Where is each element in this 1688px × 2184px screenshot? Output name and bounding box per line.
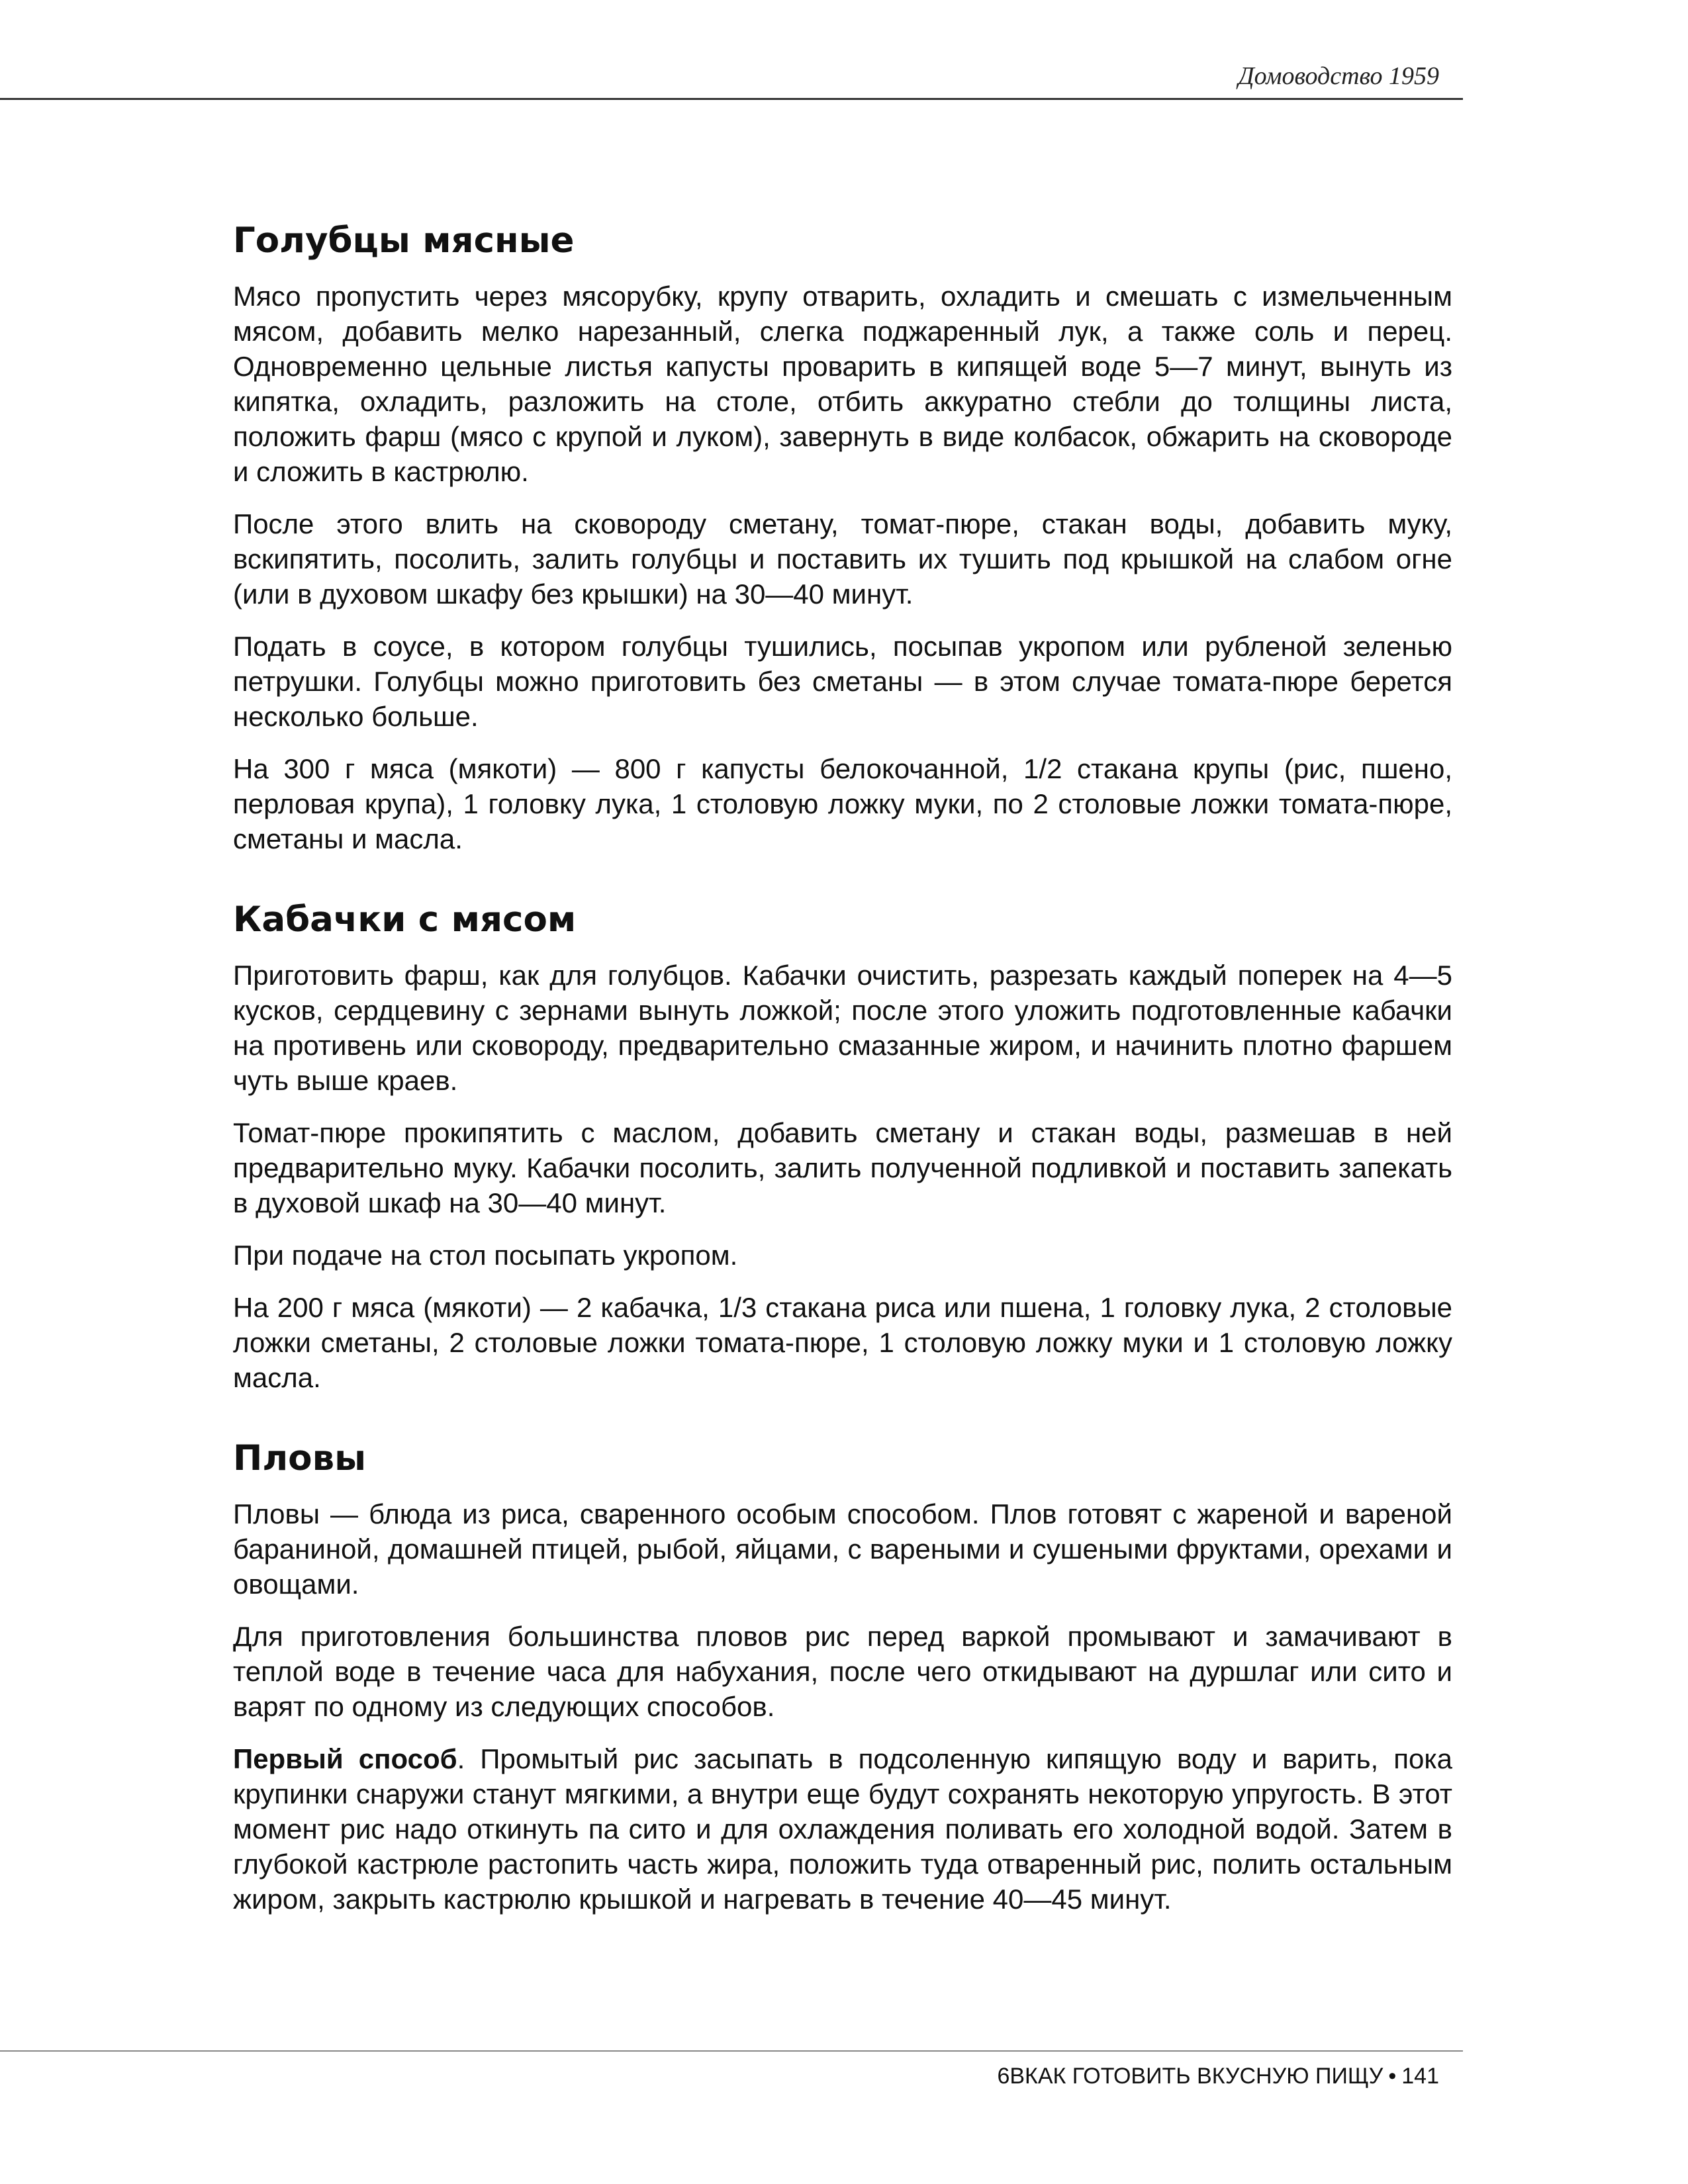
section-kabachki bbox=[233, 897, 1452, 1395]
method-paragraph bbox=[233, 1741, 1452, 1917]
section-golubtsy bbox=[233, 218, 1452, 856]
paragraph: На 300 г мяса (мякоти) — 800 г капусты белокочанной, 1/2 стакана крупы (рис, пшено, перловая крупа), 1 головку лука, 1 столовую ложку муки, по 2 столовые ложки томата-пюре, сметаны и масла. bbox=[233, 752, 1452, 854]
section-plovy bbox=[233, 1436, 1452, 1917]
paragraph: Подать в соусе, в котором голубцы тушились, посыпав укропом или рубленой зеленью петрушки. Голубцы можно приготовить без сметаны — в этом случае томата-пюре берется несколько больше. bbox=[233, 630, 1452, 732]
paragraph: При подаче на стол посыпать укропом. bbox=[233, 1239, 738, 1271]
paragraph: Для приготовления большинства пловов рис перед варкой промывают и замачивают в теплой воде в течение часа для набухания, после чего откидывают на дуршлаг или сито и варят по одному из следующих способов. bbox=[233, 1620, 1452, 1722]
page-number: 141 bbox=[1401, 2064, 1439, 2089]
section-title: Пловы bbox=[233, 1437, 367, 1479]
paragraph: Мясо пропустить через мясорубку, крупу отварить, охладить и смешать с измельченным мясом, добавить мелко нарезанный, слегка поджаренный лук, а также соль и перец. Одновременно цельные листья капусты проварить в кипящей воде 5—7 минут, вынуть из кипятка, охладить, разложить на столе, отбить аккуратно стебли до толщины листа, положить фарш (мясо с крупой и луком), завернуть в виде колбасок, обжарить на сковороде и сложить в кастрюлю. bbox=[233, 280, 1452, 487]
method-label: Первый способ bbox=[233, 1743, 457, 1774]
paragraph: Пловы — блюда из риса, сваренного особым способом. Плов готовят с жареной и вареной бараниной, домашней птицей, рыбой, яйцами, с вареными и сушеными фруктами, орехами и овощами. bbox=[233, 1498, 1452, 1600]
section-title: Кабачки с мясом bbox=[233, 899, 577, 940]
page-footer bbox=[997, 2065, 1439, 2087]
section-title: Голубцы мясные bbox=[233, 220, 575, 261]
paragraph: Приготовить фарш, как для голубцов. Кабачки очистить, разрезать каждый поперек на 4—5 кусков, сердцевину с зернами вынуть ложкой; после этого уложить подготовленные кабачки на противень или сковороду, предварительно смазанные жиром, и начинить плотно фаршем чуть выше краев. bbox=[233, 959, 1452, 1096]
footer-bullet: • bbox=[1388, 2064, 1397, 2089]
method-text: . Промытый рис засыпать в подсоленную кипящую воду и варить, пока крупинки снаружи станут мягкими, а внутри еще будут сохранять некоторую упругость. В этот момент рис надо откинуть па сито и для охлаждения поливать его холодной водой. Затем в глубокой кастрюле растопить часть жира, положить туда отваренный рис, полить остальным жиром, закрыть кастрюлю крышкой и нагревать в течение 40—45 минут. bbox=[233, 1743, 1452, 1915]
paragraph: Томат-пюре прокипятить с маслом, добавить сметану и стакан воды, размешав в ней предварительно муку. Кабачки посолить, залить полученной подливкой и поставить запекать в духовой шкаф на 30—40 минут. bbox=[233, 1116, 1452, 1218]
paragraph: После этого влить на сковороду сметану, томат-пюре, стакан воды, добавить муку, вскипятить, посолить, залить голубцы и поставить их тушить под крышкой на слабом огне (или в духовом шкафу без крышки) на 30—40 минут. bbox=[233, 508, 1452, 610]
header-rule bbox=[0, 98, 1463, 100]
paragraph: На 200 г мяса (мякоти) — 2 кабачка, 1/3 стакана риса или пшена, 1 головку лука, 2 столовые ложки сметаны, 2 столовые ложки томата-пюре, 1 столовую ложку муки и 1 столовую ложку масла. bbox=[233, 1291, 1452, 1393]
page-content bbox=[233, 218, 1452, 1934]
running-head-title: Домоводство 1959 bbox=[1238, 62, 1439, 90]
footer-rule bbox=[0, 2050, 1463, 2052]
footer-book-title: 6ВКАК ГОТОВИТЬ ВКУСНУЮ ПИЩУ bbox=[997, 2064, 1383, 2089]
